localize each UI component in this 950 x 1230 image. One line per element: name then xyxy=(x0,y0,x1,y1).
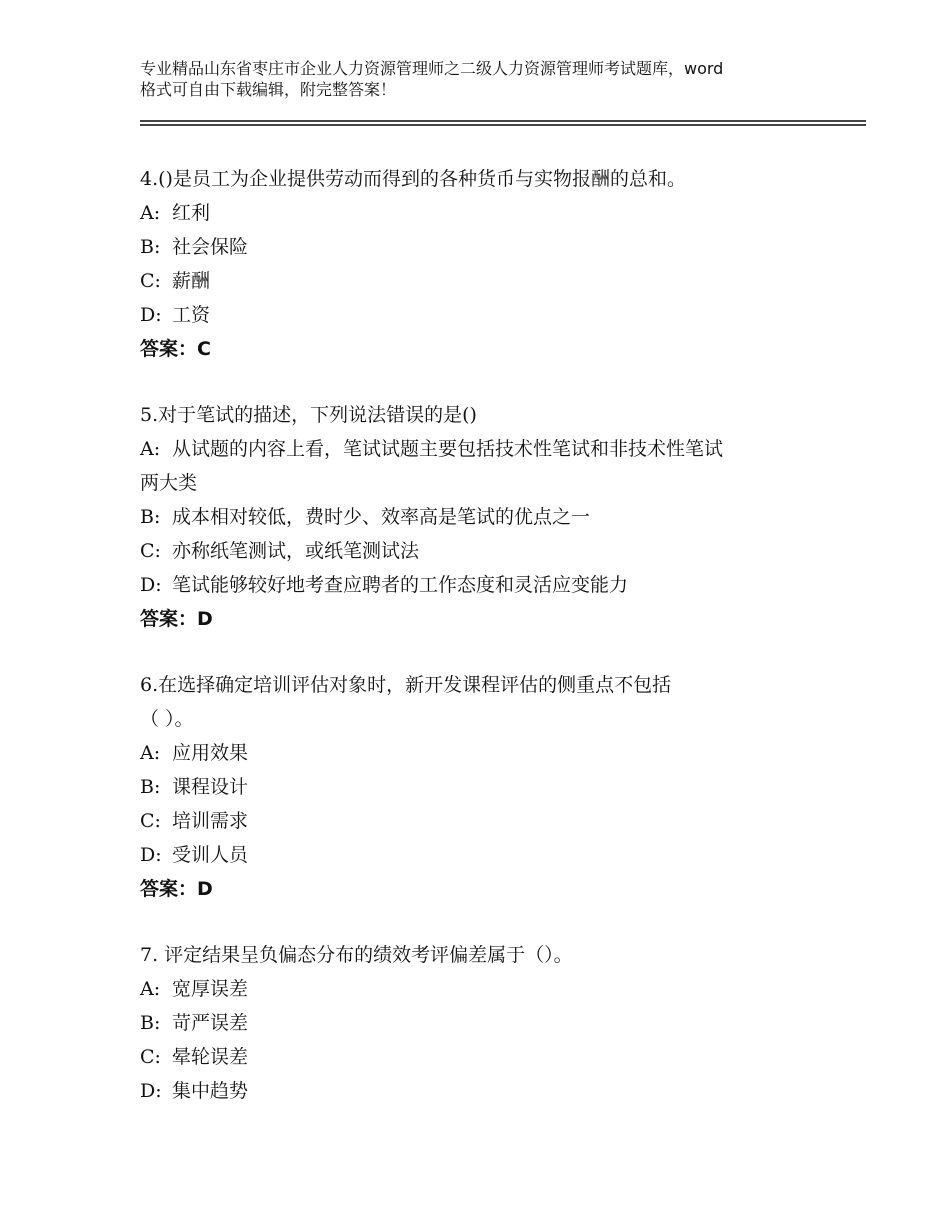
question-stem-line: 4.()是员工为企业提供劳动而得到的各种货币与实物报酬的总和。 xyxy=(140,168,686,190)
option-text-continued: 两大类 xyxy=(140,472,198,494)
option-text: 成本相对较低，费时少、效率高是笔试的优点之一 xyxy=(172,506,591,528)
option-text: 亦称纸笔测试，或纸笔测试法 xyxy=(172,540,420,562)
question-stem-line: 6.在选择确定培训评估对象时，新开发课程评估的侧重点不包括 xyxy=(140,674,672,696)
option-letter: D: xyxy=(140,1080,162,1102)
option-a xyxy=(140,432,820,466)
option-text: 受训人员 xyxy=(172,844,249,866)
option-text: 晕轮误差 xyxy=(172,1046,249,1068)
question-stem-line: 7. 评定结果呈负偏态分布的绩效考评偏差属于（）。 xyxy=(140,944,573,966)
option-letter: A: xyxy=(140,742,161,764)
answer-line: 答案：C xyxy=(140,338,211,360)
option-letter: D: xyxy=(140,304,162,326)
option-text: 红利 xyxy=(172,202,211,224)
option-a xyxy=(140,736,820,770)
option-letter: A: xyxy=(140,978,161,1000)
option-letter: D: xyxy=(140,844,162,866)
header-rule-bottom xyxy=(140,124,866,126)
header-line-2: 格式可自由下载编辑，附完整答案！ xyxy=(140,80,397,99)
option-letter: C: xyxy=(140,810,161,832)
option-letter: C: xyxy=(140,540,161,562)
question-stem-line: 5.对于笔试的描述，下列说法错误的是() xyxy=(140,404,477,426)
option-text: 笔试能够较好地考查应聘者的工作态度和灵活应变能力 xyxy=(172,574,629,596)
option-text: 从试题的内容上看，笔试试题主要包括技术性笔试和非技术性笔试 xyxy=(172,438,724,460)
question-block xyxy=(140,398,820,636)
question-stem xyxy=(140,398,820,432)
option-text: 工资 xyxy=(172,304,211,326)
option-b xyxy=(140,230,820,264)
option-letter: B: xyxy=(140,506,161,528)
question-stem-line: （ ）。 xyxy=(140,708,194,730)
option-c xyxy=(140,264,820,298)
option-b xyxy=(140,500,820,534)
document-header xyxy=(140,58,830,100)
option-letter: C: xyxy=(140,270,161,292)
option-letter: A: xyxy=(140,438,161,460)
option-a xyxy=(140,196,820,230)
option-d xyxy=(140,838,820,872)
header-line-1: 专业精品山东省枣庄市企业人力资源管理师之二级人力资源管理师考试题库，word xyxy=(140,59,724,78)
option-b xyxy=(140,1006,820,1040)
option-text: 课程设计 xyxy=(172,776,249,798)
option-letter: B: xyxy=(140,776,161,798)
answer-line: 答案：D xyxy=(140,878,213,900)
option-letter: B: xyxy=(140,236,161,258)
answer-line: 答案：D xyxy=(140,608,213,630)
option-text: 薪酬 xyxy=(172,270,211,292)
option-text: 社会保险 xyxy=(172,236,249,258)
option-c xyxy=(140,534,820,568)
option-letter: C: xyxy=(140,1046,161,1068)
option-d xyxy=(140,568,820,602)
question-block xyxy=(140,938,820,1108)
option-d xyxy=(140,298,820,332)
question-stem xyxy=(140,668,820,736)
question-list xyxy=(140,162,820,1140)
option-b xyxy=(140,770,820,804)
question-block xyxy=(140,162,820,366)
option-text: 培训需求 xyxy=(172,810,249,832)
option-d xyxy=(140,1074,820,1108)
option-letter: B: xyxy=(140,1012,161,1034)
option-a xyxy=(140,972,820,1006)
option-text: 苛严误差 xyxy=(172,1012,249,1034)
option-text: 宽厚误差 xyxy=(172,978,249,1000)
option-text: 集中趋势 xyxy=(172,1080,249,1102)
option-text: 应用效果 xyxy=(172,742,249,764)
option-letter: A: xyxy=(140,202,161,224)
question-block xyxy=(140,668,820,906)
option-c xyxy=(140,1040,820,1074)
option-letter: D: xyxy=(140,574,162,596)
option-c xyxy=(140,804,820,838)
question-stem xyxy=(140,162,820,196)
header-rule-top xyxy=(140,120,866,122)
question-stem xyxy=(140,938,820,972)
